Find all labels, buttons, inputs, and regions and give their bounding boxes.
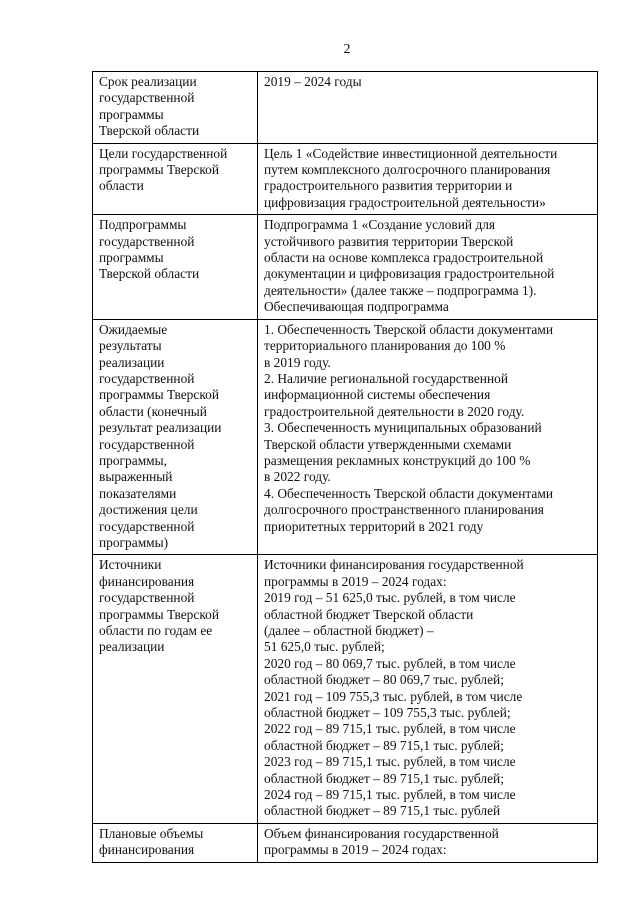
label-line: программы Тверской: [99, 387, 220, 403]
value-line: 2022 год – 89 715,1 тыс. рублей, в том числе: [264, 721, 516, 737]
label-line: выраженный: [99, 469, 173, 485]
row-label-cell: [93, 555, 258, 824]
value-line: размещения рекламных конструкций до 100 %: [264, 452, 531, 468]
row-value-cell: [258, 215, 598, 319]
table-row: [93, 319, 598, 555]
value-line: 2024 год – 89 715,1 тыс. рублей, в том числе: [264, 787, 516, 803]
label-line: области: [99, 178, 144, 194]
label-line: Срок реализации: [99, 74, 197, 89]
value-line: 4. Обеспеченность Тверской области документами: [264, 485, 553, 501]
value-line: информационной системы обеспечения: [264, 387, 491, 403]
label-line: программы,: [99, 452, 167, 468]
value-line: устойчивого развития территории Тверской: [264, 233, 514, 249]
label-line: Тверской области: [99, 266, 200, 282]
value-line: 51 625,0 тыс. рублей;: [264, 639, 385, 655]
label-line: программы Тверской: [99, 606, 220, 622]
value-line: областной бюджет Тверской области: [264, 606, 474, 622]
value-line: долгосрочного пространственного планирования: [264, 502, 544, 518]
label-line: государственной: [99, 590, 195, 606]
page-number: 2: [343, 42, 351, 57]
value-line: территориального планирования до 100 %: [264, 338, 506, 354]
value-line: Тверской области утвержденными схемами: [264, 436, 512, 452]
label-line: финансирования: [99, 842, 195, 858]
table-row: [93, 823, 598, 862]
row-label-cell: [93, 823, 258, 862]
label-line: Плановые объемы: [99, 825, 204, 841]
label-line: программы): [99, 534, 169, 550]
table-row: [93, 215, 598, 319]
label-line: Подпрограммы: [99, 217, 187, 233]
label-line: государственной: [99, 90, 195, 106]
value-line: 2019 – 2024 годы: [264, 74, 362, 89]
value-line: Цель 1 «Содействие инвестиционной деятельности: [264, 145, 558, 161]
table-body: [93, 72, 598, 863]
value-line: области на основе комплекса градостроительной: [264, 250, 544, 266]
value-line: цифровизация градостроительной деятельности»: [264, 194, 546, 210]
label-line: результаты: [99, 338, 162, 354]
value-line: программы в 2019 – 2024 годах:: [264, 842, 447, 858]
table-row: [93, 143, 598, 215]
value-line: областной бюджет – 89 715,1 тыс. рублей;: [264, 737, 504, 753]
program-passport-table: [92, 71, 598, 863]
label-line: достижения цели: [99, 502, 198, 518]
row-label-cell: [93, 215, 258, 319]
value-line: в 2022 году.: [264, 469, 331, 485]
value-line: программы в 2019 – 2024 годах:: [264, 573, 447, 589]
value-line: Источники финансирования государственной: [264, 557, 524, 573]
value-line: документации и цифровизация градостроительной: [264, 266, 555, 282]
value-line: областной бюджет – 80 069,7 тыс. рублей;: [264, 672, 504, 688]
value-line: 2. Наличие региональной государственной: [264, 370, 508, 386]
label-line: Источники: [99, 557, 162, 573]
value-line: областной бюджет – 89 715,1 тыс. рублей: [264, 803, 501, 819]
value-line: (далее – областной бюджет) –: [264, 623, 434, 638]
label-line: Ожидаемые: [99, 321, 168, 337]
row-value-cell: [258, 143, 598, 215]
value-line: градостроительного развития территории и: [264, 178, 513, 194]
label-line: реализации: [99, 354, 165, 370]
label-line: области по годам ее: [99, 623, 213, 638]
label-line: государственной: [99, 233, 195, 249]
label-line: программы: [99, 106, 164, 122]
value-line: 2023 год – 89 715,1 тыс. рублей, в том числе: [264, 754, 516, 770]
value-line: областной бюджет – 89 715,1 тыс. рублей;: [264, 770, 504, 786]
value-line: деятельности» (далее также – подпрограмма 1).: [264, 282, 537, 298]
label-line: Тверской области: [99, 123, 200, 139]
row-label-cell: [93, 72, 258, 144]
row-value-cell: [258, 319, 598, 555]
row-value-cell: [258, 72, 598, 144]
value-line: 2019 год – 51 625,0 тыс. рублей, в том числе: [264, 590, 516, 606]
value-line: 3. Обеспеченность муниципальных образований: [264, 420, 542, 436]
label-line: реализации: [99, 639, 165, 655]
value-line: градостроительной деятельности в 2020 году.: [264, 403, 525, 419]
row-label-cell: [93, 319, 258, 555]
table-row: [93, 72, 598, 144]
row-value-cell: [258, 823, 598, 862]
value-line: областной бюджет – 109 755,3 тыс. рублей;: [264, 705, 511, 721]
label-line: программы: [99, 250, 164, 266]
label-line: финансирования: [99, 573, 195, 589]
value-line: приоритетных территорий в 2021 году: [264, 518, 484, 534]
value-line: в 2019 году.: [264, 354, 331, 370]
label-line: результат реализации: [99, 420, 222, 436]
label-line: области (конечный: [99, 403, 207, 419]
row-value-cell: [258, 555, 598, 824]
value-line: Подпрограмма 1 «Создание условий для: [264, 217, 496, 233]
value-line: Обеспечивающая подпрограмма: [264, 299, 449, 315]
value-line: 2021 год – 109 755,3 тыс. рублей, в том числе: [264, 688, 523, 704]
label-line: Цели государственной: [99, 145, 228, 161]
row-label-cell: [93, 143, 258, 215]
value-line: 2020 год – 80 069,7 тыс. рублей, в том числе: [264, 655, 516, 671]
table-row: [93, 555, 598, 824]
label-line: показателями: [99, 485, 177, 501]
label-line: государственной: [99, 518, 195, 534]
label-line: государственной: [99, 436, 195, 452]
value-line: Объем финансирования государственной: [264, 825, 499, 841]
value-line: путем комплексного долгосрочного планирования: [264, 162, 551, 178]
label-line: государственной: [99, 370, 195, 386]
value-line: 1. Обеспеченность Тверской области документами: [264, 321, 553, 337]
label-line: программы Тверской: [99, 162, 220, 178]
